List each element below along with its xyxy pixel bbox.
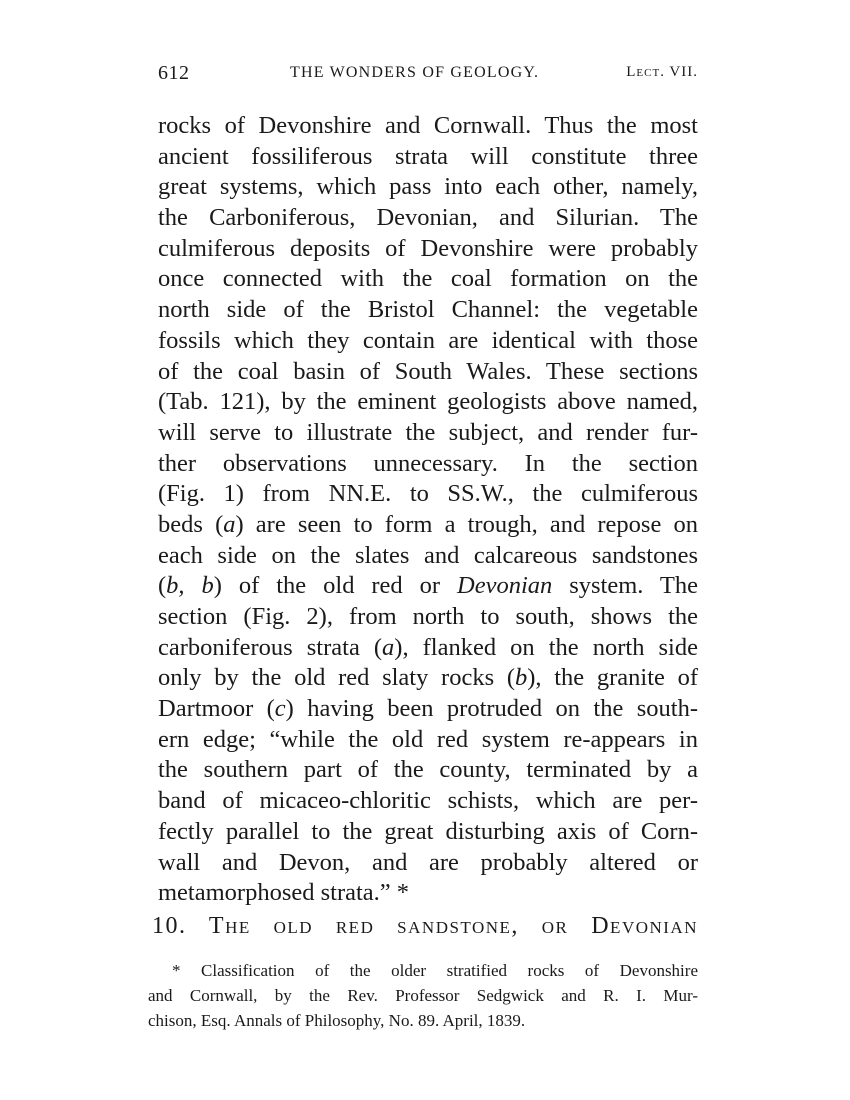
text-line: great systems, which pass into each other, namely,: [158, 173, 698, 201]
text-line: (b, b) of the old red or Devonian system. The: [158, 572, 699, 600]
text-line: (Fig. 1) from NN.E. to SS.W., the culmiferous: [158, 480, 698, 508]
text-line: the Carboniferous, Devonian, and Silurian. The: [158, 204, 698, 232]
text-line: north side of the Bristol Channel: the vegetable: [158, 296, 698, 324]
running-title: THE WONDERS OF GEOLOGY.: [290, 64, 540, 81]
text-line: wall and Devon, and are probably altered or: [158, 848, 698, 876]
section-heading: 10. The old red sandstone, or Devonian: [152, 913, 698, 939]
text-line: beds (a) are seen to form a trough, and repose on: [158, 510, 698, 538]
body-paragraph: [158, 111, 698, 909]
text-line: ancient fossiliferous strata will constitute three: [158, 142, 698, 170]
text-line: ther observations unnecessary. In the section: [158, 449, 698, 477]
text-line: the southern part of the county, terminated by a: [158, 756, 698, 784]
text-line: once connected with the coal formation on the: [158, 265, 698, 293]
text-line: carboniferous strata (a), flanked on the north side: [158, 633, 698, 661]
text-line: section (Fig. 2), from north to south, shows the: [158, 603, 698, 630]
lecture-label: Lect. VII.: [626, 64, 698, 80]
text-line: (Tab. 121), by the eminent geologists above named,: [158, 388, 698, 416]
text-line: fossils which they contain are identical with those: [158, 326, 698, 354]
text-line: ern edge; “while the old red system re-appears in: [158, 725, 698, 753]
text-line: culmiferous deposits of Devonshire were probably: [158, 234, 698, 262]
text-line: metamorphosed strata.” *: [158, 879, 410, 907]
footnote-line: and Cornwall, by the Rev. Professor Sedgwick and R. I. Mur-: [148, 986, 698, 1005]
text-line: will serve to illustrate the subject, and render fur-: [158, 418, 698, 446]
text-line: of the coal basin of South Wales. These sections: [158, 357, 698, 385]
text-line: Dartmoor (c) having been protruded on the south-: [158, 695, 698, 723]
footnote-line: * Classification of the older stratified rocks of Devonshire: [172, 961, 698, 980]
page-number: 612: [158, 62, 190, 84]
text-line: rocks of Devonshire and Cornwall. Thus the most: [158, 112, 698, 139]
text-line: each side on the slates and calcareous sandstones: [158, 541, 698, 569]
text-line: only by the old red slaty rocks (b), the granite of: [158, 664, 698, 692]
footnote-line: chison, Esq. Annals of Philosophy, No. 89. April, 1839.: [148, 1011, 526, 1030]
footnote: [148, 958, 698, 1033]
running-header: [158, 62, 698, 90]
text-line: band of micaceo-chloritic schists, which are per-: [158, 787, 698, 815]
text-line: fectly parallel to the great disturbing axis of Corn-: [158, 817, 698, 845]
